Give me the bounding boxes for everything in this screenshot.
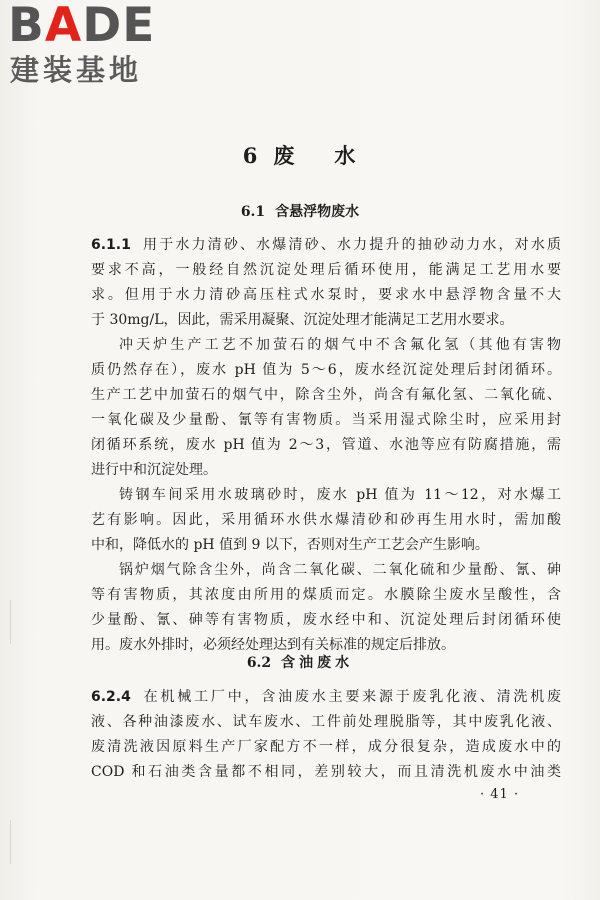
page-number: · 41 ·	[480, 787, 520, 802]
paragraph-line: 质仍然存在），废水 pH 值为 5～6，废水经沉淀处理后封闭循环。	[91, 362, 561, 378]
paragraph-line: 一氧化碳及少量酚、氰等有害物质。当采用湿式除尘时，应采用封	[91, 412, 561, 428]
paragraph-line: 废清洗液因原料生产厂家配方不一样，成分很复杂，造成废水中的	[91, 739, 561, 755]
section-title-text: 含悬浮物废水	[275, 204, 360, 220]
paragraph-line: 锅炉烟气除含尘外，尚含二氧化碳、二氧化硫和少量酚、氰、砷	[119, 562, 561, 578]
paragraph-line: 少量酚、氰、砷等有害物质，废水经中和、沉淀处理后封闭循环使	[91, 612, 561, 628]
paragraph-line: COD 和石油类含量都不相同，差别较大，而且清洗机废水中油类	[91, 764, 561, 780]
paragraph-line: 艺有影响。因此，采用循环水供水爆清砂和砂再生用水时，需加酸	[91, 512, 561, 528]
paragraph-line: 等有害物质，其浓度由所用的煤质而定。水膜除尘废水呈酸性，含	[91, 587, 561, 603]
paragraph-line: 铸钢车间采用水玻璃砂时，废水 pH 值为 11～12，对水爆工	[119, 487, 561, 503]
section-number: 6.2	[246, 655, 272, 671]
paragraph-line: 生产工艺中加萤石的烟气中，除含尘外，尚含有氟化氢、二氧化硫、	[91, 387, 561, 403]
chapter-title-part1: 废	[273, 143, 297, 168]
bade-logo	[6, 0, 181, 94]
paragraph-line: 要求不高，一般经自然沉淀处理后循环使用，能满足工艺用水要	[91, 262, 561, 278]
paragraph-line: 6.1.1 用于水力清砂、水爆清砂、水力提升的抽砂动力水，对水质	[91, 237, 561, 253]
section-title-text: 含油废水	[281, 655, 354, 671]
paragraph-line: 于 30mg/L，因此，需采用凝聚、沉淀处理才能满足工艺用水要求。	[91, 312, 514, 328]
paragraph-line: 液、各种油漆废水、试车废水、工件前处理脱脂等，其中废乳化液、	[91, 714, 561, 730]
paragraph-line: 用。废水外排时，必须经处理达到有关标准的规定后排放。	[91, 637, 455, 653]
paragraph-line: 6.2.4 在机械工厂中，含油废水主要来源于废乳化液、清洗机废	[91, 689, 561, 705]
scan-edge-mark	[10, 820, 11, 864]
chapter-number: 6	[242, 143, 260, 168]
logo-wordmark: BADE	[8, 0, 156, 53]
section-number: 6.1	[240, 204, 266, 220]
clause-number-6-1-1: 6.1.1	[91, 237, 131, 253]
paragraph-line: 求。但用于水力清砂高压柱式水泵时，要求水中悬浮物含量不大	[91, 287, 561, 303]
logo-accent-letter: A	[44, 0, 83, 53]
chapter-title-part2: 水	[334, 143, 358, 168]
logo-subtitle: 建装基地	[10, 53, 143, 87]
paragraph-line: 进行中和沉淀处理。	[91, 462, 217, 478]
clause-number-6-2-4: 6.2.4	[91, 689, 131, 705]
chapter-title	[0, 140, 600, 170]
paragraph-line: 闭循环系统，废水 pH 值为 2～3，管道、水池等应有防腐措施，需	[91, 437, 561, 453]
section-title-6-2	[0, 652, 600, 672]
paragraph-line: 中和，降低水的 pH 值到 9 以下，否则对生产工艺会产生影响。	[91, 537, 489, 553]
section-title-6-1	[0, 201, 600, 221]
scan-edge-mark	[10, 600, 11, 644]
paragraph-line: 冲天炉生产工艺不加萤石的烟气中不含氟化氢（其他有害物	[119, 337, 561, 353]
